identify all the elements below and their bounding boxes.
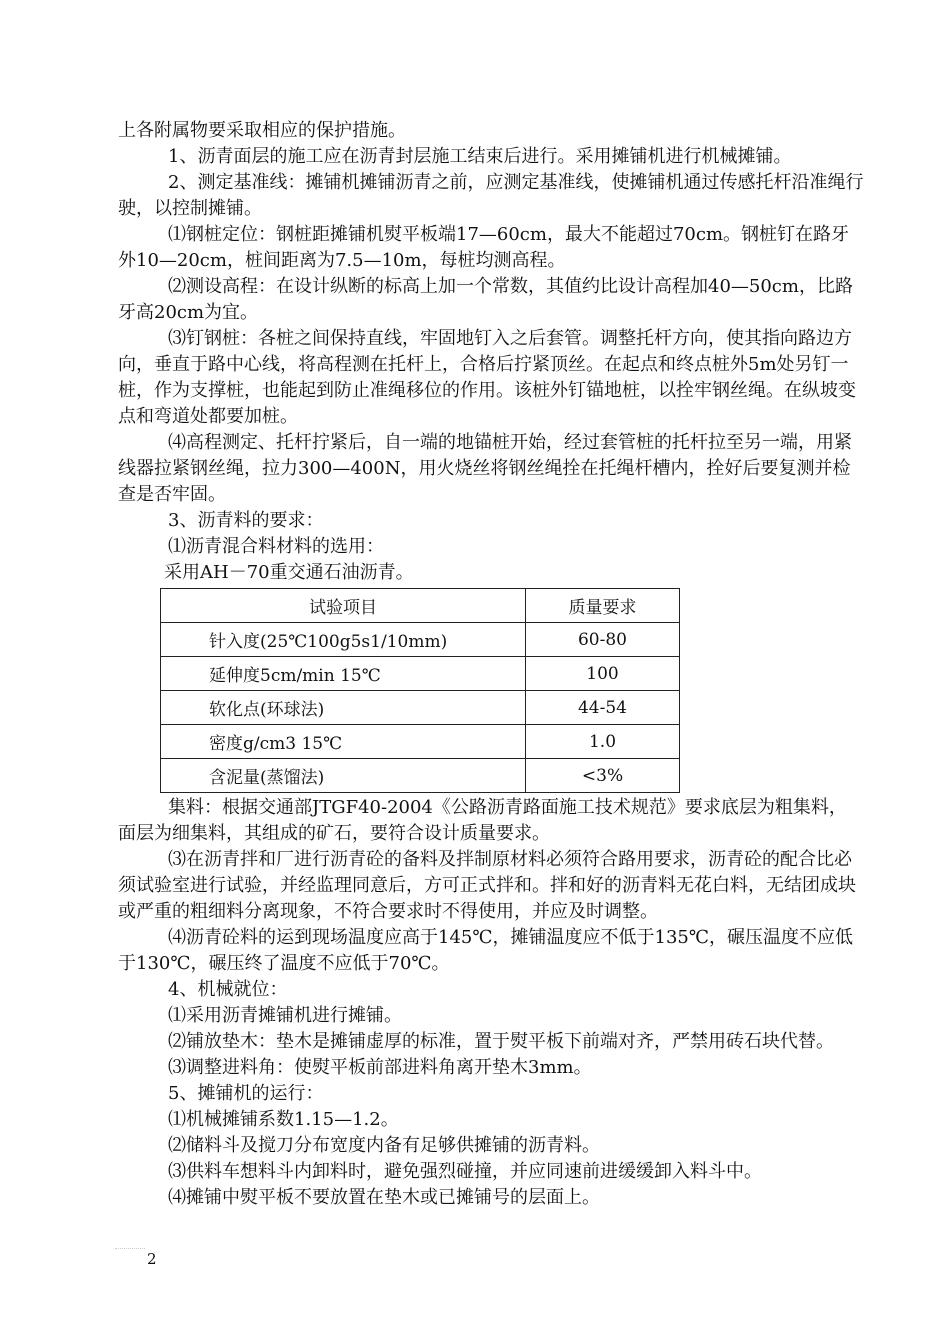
table-cell-value: 44-54 [526,691,680,725]
paragraph: ⑶钉钢桩：各桩之间保持直线，牢固地钉入之后套管。调整托杆方向，使其指向路边方向，垂直于路中心线，将高程测在托杆上，合格后拧紧顶丝。在起点和终点桩外5m处另钉一桩，作为支撑桩，也能起到防止准绳移位的作用。该桩外钉锚地桩，以拴牢钢丝绳。在纵坡变点和弯道处都要加桩。 [118,328,856,427]
table-row [161,657,680,691]
footer-divider [115,1248,145,1249]
table-row [161,759,680,793]
asphalt-spec-table [160,588,680,793]
body-text-bottom [118,795,864,1211]
paragraph: ⑶调整进料角：使熨平板前部进料角离开垫木3mm。 [168,1057,592,1078]
table-header-item: 试验项目 [161,589,526,623]
table-header-row [161,589,680,623]
table-row [161,725,680,759]
paragraph: 3、沥青料的要求： [168,510,324,531]
body-text-top [118,118,864,586]
table-cell-item: 针入度(25℃100g5s1/10mm) [161,623,526,657]
table-header-requirement: 质量要求 [526,589,680,623]
paragraph: ⑴钢桩定位：钢桩距摊铺机熨平板端17—60cm，最大不能超过70cm。钢桩钉在路牙外10—20cm，桩间距离为7.5—10m，每桩均测高程。 [118,224,850,271]
table-row [161,623,680,657]
table-row [161,691,680,725]
paragraph: ⑴机械摊铺系数1.15—1.2。 [168,1109,399,1130]
table-cell-value: 100 [526,657,680,691]
paragraph: 1、沥青面层的施工应在沥青封层施工结束后进行。采用摊铺机进行机械摊铺。 [168,146,792,167]
table-cell-value: 60-80 [526,623,680,657]
paragraph: ⑵储料斗及搅刀分布宽度内备有足够供摊铺的沥青料。 [168,1135,600,1156]
table-cell-item: 密度g/cm3 15℃ [161,725,526,759]
paragraph: ⑵铺放垫木：垫木是摊铺虚厚的标准，置于熨平板下前端对齐，严禁用砖石块代替。 [168,1031,834,1052]
paragraph: 采用AH－70重交通石油沥青。 [164,562,414,583]
paragraph: ⑷高程测定、托杆拧紧后，自一端的地锚桩开始，经过套管桩的托杆拉至另一端，用紧线器拉紧钢丝绳，拉力300—400N，用火烧丝将钢丝绳拴在托绳杆槽内，拴好后要复测并检查是否牢固。 [118,432,852,505]
paragraph: 4、机械就位： [168,979,288,1000]
page-number: 2 [147,1250,157,1268]
paragraph: 集料：根据交通部JTGF40-2004《公路沥青路面施工技术规范》要求底层为粗集料，面层为细集料，其组成的矿石，要符合设计质量要求。 [118,797,847,844]
paragraph: ⑷沥青砼料的运到现场温度应高于145℃，摊铺温度应不低于135℃，碾压温度不应低于130℃，碾压终了温度不应低于70℃。 [118,927,853,974]
paragraph: ⑴采用沥青摊铺机进行摊铺。 [168,1005,402,1026]
table-cell-item: 延伸度5cm/min 15℃ [161,657,526,691]
table-cell-value: 1.0 [526,725,680,759]
table-cell-value: <3% [526,759,680,793]
paragraph: ⑶供料车想料斗内卸料时，避免强烈碰撞，并应同速前进缓缓卸入料斗中。 [168,1161,762,1182]
table-cell-item: 含泥量(蒸馏法) [161,759,526,793]
paragraph: ⑷摊铺中熨平板不要放置在垫木或已摊铺号的层面上。 [168,1187,600,1208]
paragraph: 5、摊铺机的运行： [168,1083,324,1104]
paragraph: 2、测定基准线：摊铺机摊铺沥青之前，应测定基准线，使摊铺机通过传感托杆沿准绳行驶，以控制摊铺。 [118,172,864,219]
paragraph: 上各附属物要采取相应的保护措施。 [118,120,406,141]
table-cell-item: 软化点(环球法) [161,691,526,725]
paragraph: ⑴沥青混合料材料的选用： [168,536,384,557]
paragraph: ⑶在沥青拌和厂进行沥青砼的备料及拌制原材料必须符合路用要求，沥青砼的配合比必须试验室进行试验，并经监理同意后，方可正式拌和。拌和好的沥青料无花白料，无结团成块或严重的粗细料分离现象，不符合要求时不得使用，并应及时调整。 [118,849,856,922]
paragraph: ⑵测设高程：在设计纵断的标高上加一个常数，其值约比设计高程加40—50cm，比路牙高20cm为宜。 [118,276,853,323]
document-page [118,118,864,1211]
